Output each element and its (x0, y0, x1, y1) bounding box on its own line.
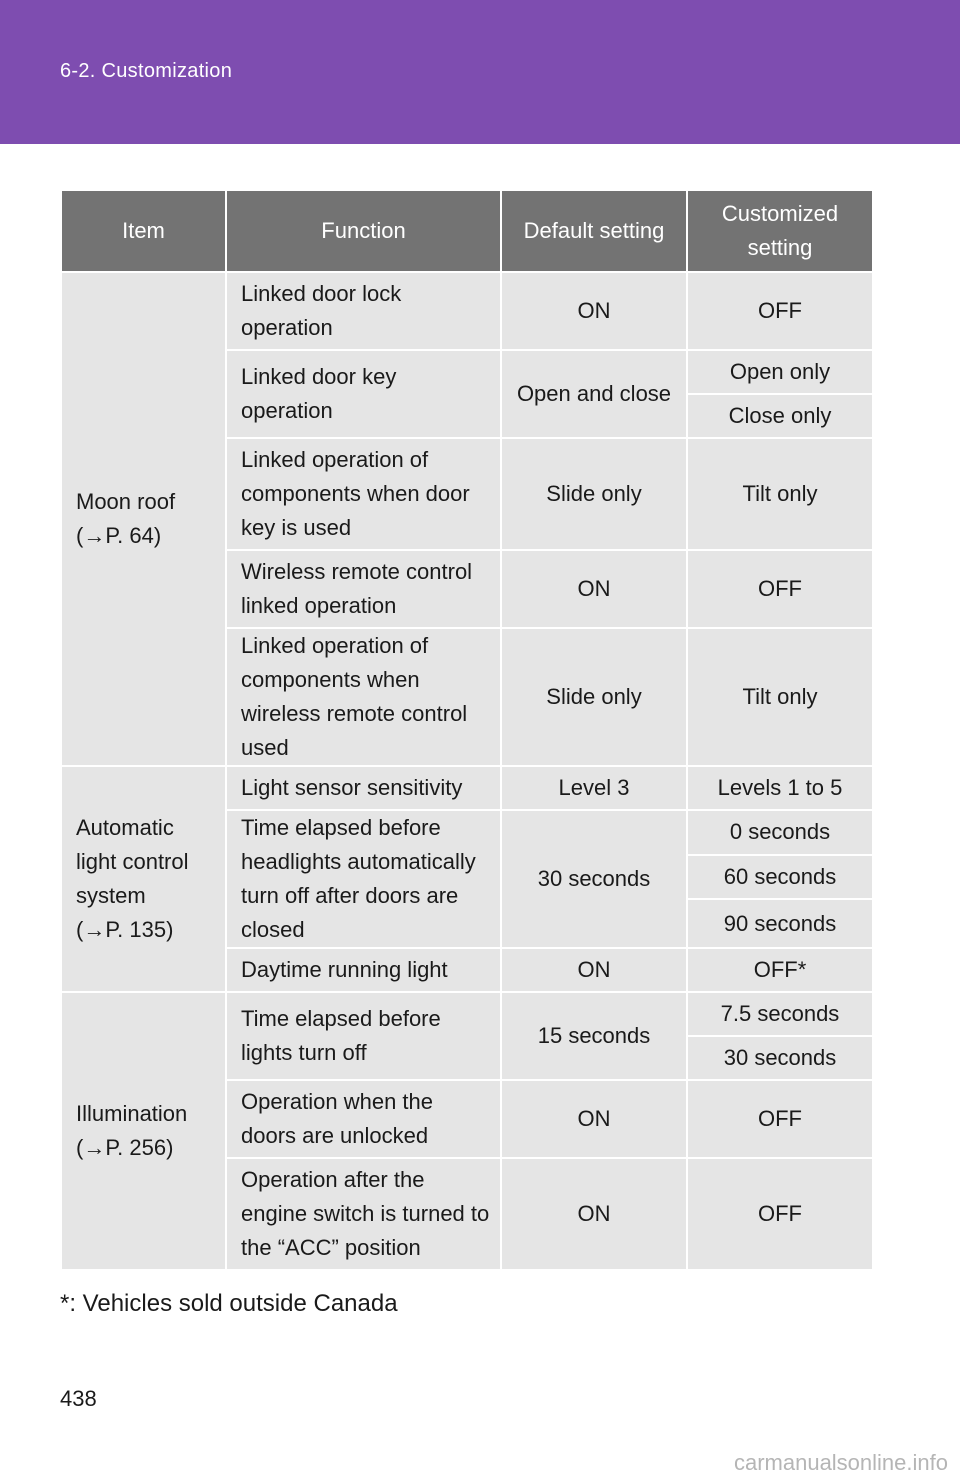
default-cell: ON (501, 1080, 687, 1158)
default-cell: ON (501, 1158, 687, 1270)
table-row (61, 992, 873, 1036)
watermark-text[interactable]: carmanualsonline.info (733, 1450, 948, 1475)
item-name: Illumination (76, 1101, 188, 1126)
default-cell: ON (501, 272, 687, 350)
function-cell: Operation when the doors are unlocked (226, 1080, 501, 1158)
item-page-ref: (→P. 135) (76, 917, 174, 942)
customized-cell: Close only (687, 394, 873, 438)
default-cell: ON (501, 550, 687, 628)
function-cell: Daytime running light (226, 948, 501, 992)
function-cell: Linked door key operation (226, 350, 501, 438)
function-cell: Operation after the engine switch is turned to the “ACC” position (226, 1158, 501, 1270)
default-cell: 30 seconds (501, 810, 687, 948)
customized-cell: OFF (687, 272, 873, 350)
customization-table (60, 189, 874, 1271)
item-page-ref: (→P. 256) (76, 1135, 174, 1160)
item-cell-illumination (61, 992, 226, 1270)
customized-cell: Tilt only (687, 438, 873, 550)
item-name-line: system (76, 883, 146, 908)
item-name-line: light control (76, 849, 189, 874)
default-cell: Open and close (501, 350, 687, 438)
column-header-item: Item (61, 190, 226, 272)
customized-cell: OFF (687, 550, 873, 628)
footnote: *: Vehicles sold outside Canada (60, 1290, 398, 1317)
function-cell: Linked operation of components when door key is used (226, 438, 501, 550)
column-header-default: Default setting (501, 190, 687, 272)
table-row (61, 272, 873, 350)
customized-cell: OFF* (687, 948, 873, 992)
customized-cell: 60 seconds (687, 855, 873, 900)
function-cell: Time elapsed before headlights automatically turn off after doors are closed (226, 810, 501, 948)
function-cell: Linked operation of components when wireless remote control used (226, 628, 501, 766)
default-cell: Slide only (501, 438, 687, 550)
default-cell: ON (501, 948, 687, 992)
default-cell: 15 seconds (501, 992, 687, 1080)
customized-cell: 90 seconds (687, 899, 873, 948)
item-cell-moon-roof (61, 272, 226, 766)
item-cell-automatic-light-control (61, 766, 226, 992)
customized-cell: Levels 1 to 5 (687, 766, 873, 810)
column-header-customized: Customized setting (687, 190, 873, 272)
function-cell: Wireless remote control linked operation (226, 550, 501, 628)
function-cell: Light sensor sensitivity (226, 766, 501, 810)
table-header-row (61, 190, 873, 272)
customized-cell: Tilt only (687, 628, 873, 766)
function-cell: Linked door lock operation (226, 272, 501, 350)
customized-cell: 7.5 seconds (687, 992, 873, 1036)
section-title: 6-2. Customization (60, 60, 233, 82)
item-name: Moon roof (76, 489, 176, 514)
item-page-ref: (→P. 64) (76, 523, 162, 548)
function-cell: Time elapsed before lights turn off (226, 992, 501, 1080)
page-number: 438 (60, 1386, 97, 1411)
table-row (61, 766, 873, 810)
column-header-function: Function (226, 190, 501, 272)
customized-cell: 30 seconds (687, 1036, 873, 1080)
customized-cell: 0 seconds (687, 810, 873, 855)
customized-cell: OFF (687, 1158, 873, 1270)
default-cell: Slide only (501, 628, 687, 766)
item-name-line: Automatic (76, 815, 174, 840)
default-cell: Level 3 (501, 766, 687, 810)
customized-cell: OFF (687, 1080, 873, 1158)
customized-cell: Open only (687, 350, 873, 394)
